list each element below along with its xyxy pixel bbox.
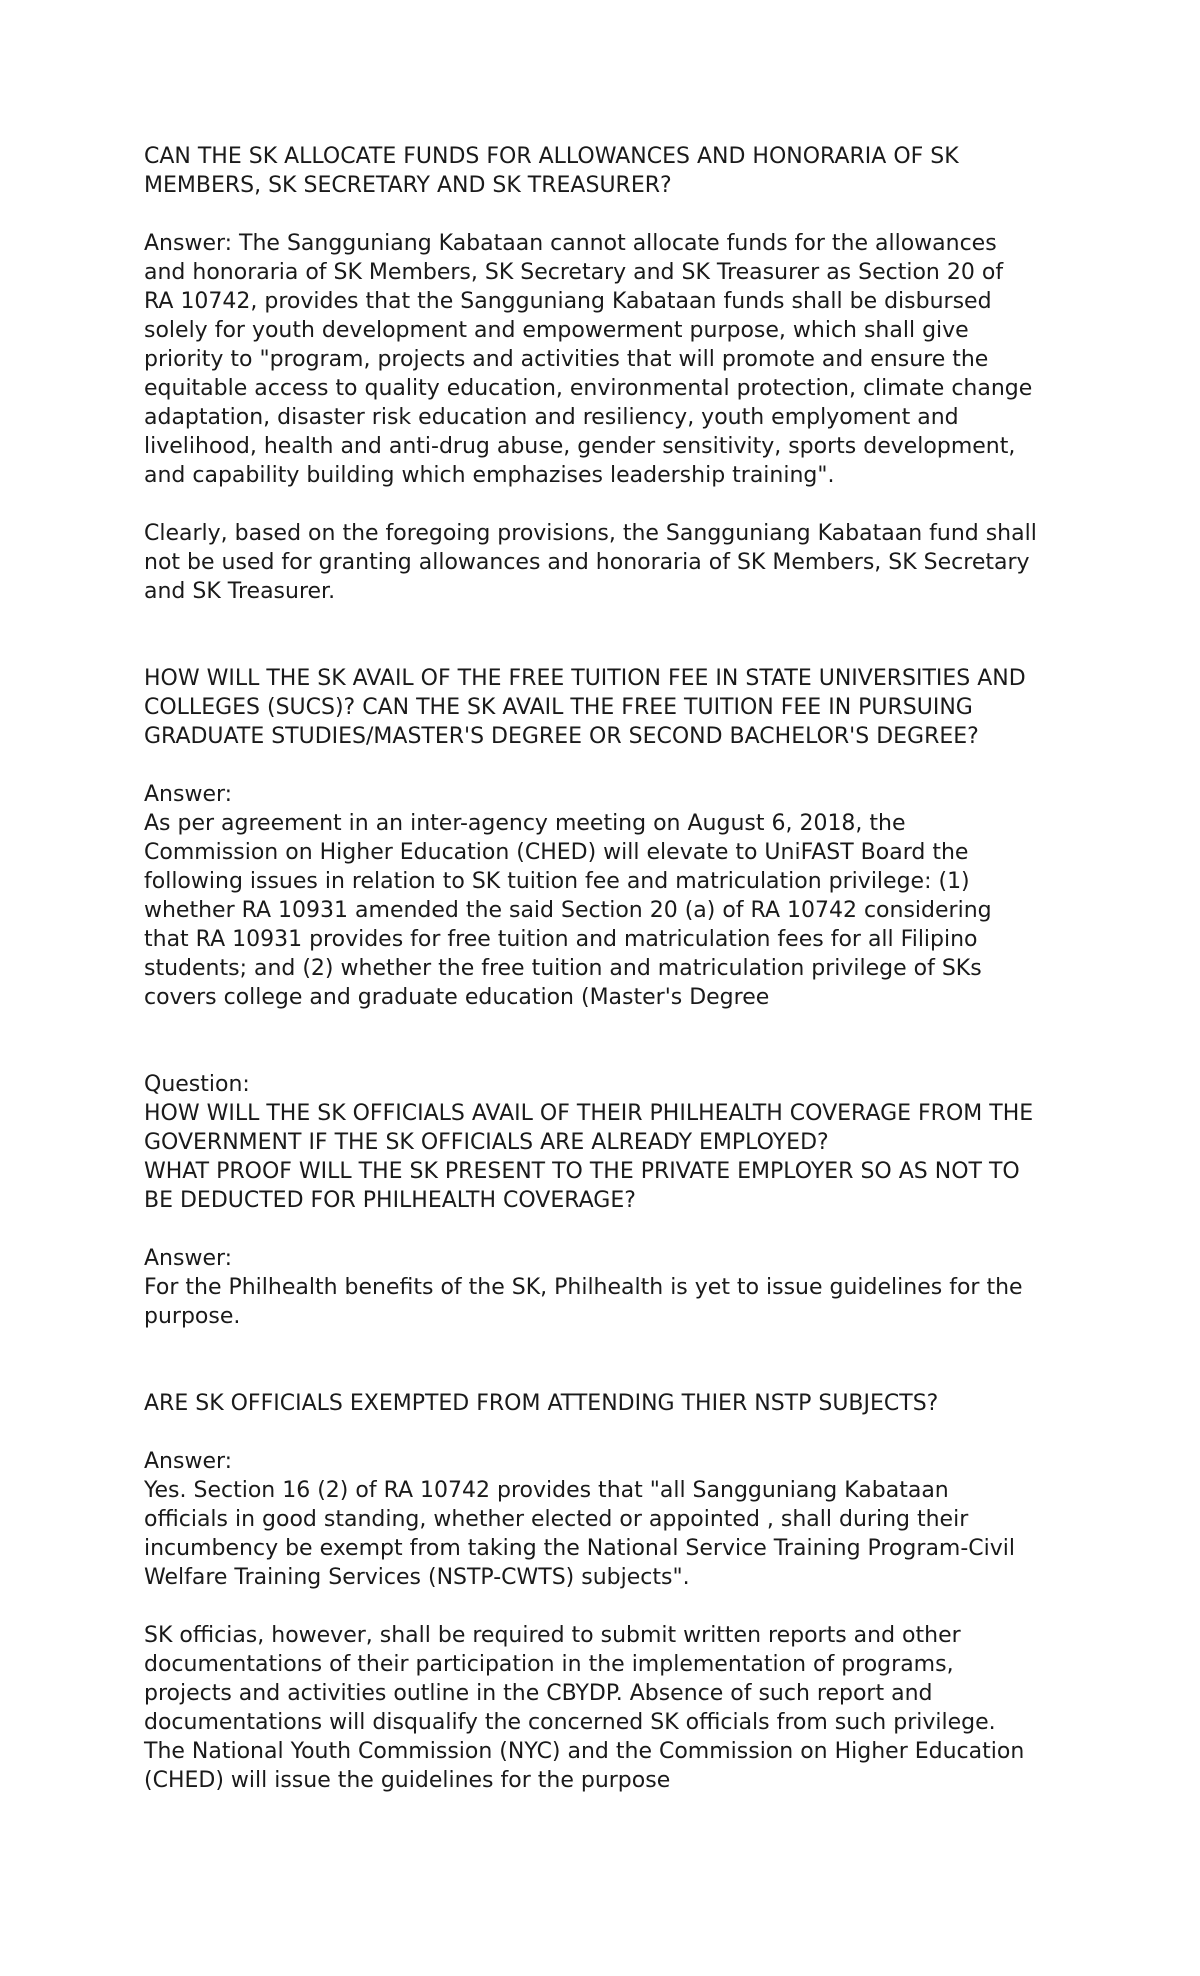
question-heading [144,1389,1084,1418]
text-line: ARE SK OFFICIALS EXEMPTED FROM ATTENDING THIER NSTP SUBJECTS? [144,1391,939,1416]
text-line: and honoraria of SK Members, SK Secretary and SK Treasurer as Section 20 of [144,260,1004,285]
text-line: (CHED) will issue the guidelines for the purpose [144,1768,671,1793]
text-line: Question: [144,1072,250,1097]
text-line: incumbency be exempt from taking the National Service Training Program-Civil [144,1536,1016,1561]
answer-paragraph [144,229,1084,490]
text-line: GRADUATE STUDIES/MASTER'S DEGREE OR SECOND BACHELOR'S DEGREE? [144,724,979,749]
text-line: HOW WILL THE SK OFFICIALS AVAIL OF THEIR PHILHEALTH COVERAGE FROM THE [144,1101,1034,1126]
text-line: Answer: [144,782,233,807]
text-line: RA 10742, provides that the Sangguniang Kabataan funds shall be disbursed [144,289,992,314]
text-line: and capability building which emphazises leadership training". [144,463,835,488]
text-line: documentations will disqualify the concerned SK officials from such privilege. [144,1710,996,1735]
text-line: officials in good standing, whether elected or appointed , shall during their [144,1507,969,1532]
answer-paragraph [144,1621,1084,1795]
text-line: following issues in relation to SK tuition fee and matriculation privilege: (1) [144,869,970,894]
text-line: solely for youth development and empowerment purpose, which shall give [144,318,969,343]
text-line: students; and (2) whether the free tuition and matriculation privilege of SKs [144,956,982,981]
question-heading [144,664,1084,751]
text-line: equitable access to quality education, environmental protection, climate change [144,376,1033,401]
text-line: Commission on Higher Education (CHED) will elevate to UniFAST Board the [144,840,969,865]
text-line: Yes. Section 16 (2) of RA 10742 provides that "all Sangguniang Kabataan [144,1478,949,1503]
text-line: adaptation, disaster risk education and resiliency, youth emplyoment and [144,405,959,430]
qa-section-allowances [144,142,1084,606]
answer-paragraph [144,780,1084,1012]
text-line: Clearly, based on the foregoing provisions, the Sangguniang Kabataan fund shall [144,521,1037,546]
text-line: covers college and graduate education (Master's Degree [144,985,770,1010]
text-line: projects and activities outline in the CBYDP. Absence of such report and [144,1681,933,1706]
text-line: not be used for granting allowances and honoraria of SK Members, SK Secretary [144,550,1030,575]
text-line: For the Philhealth benefits of the SK, Philhealth is yet to issue guidelines for the [144,1275,1023,1300]
text-line: that RA 10931 provides for free tuition and matriculation fees for all Filipino [144,927,978,952]
text-line: MEMBERS, SK SECRETARY AND SK TREASURER? [144,173,672,198]
answer-paragraph [144,1447,1084,1592]
text-line: WHAT PROOF WILL THE SK PRESENT TO THE PRIVATE EMPLOYER SO AS NOT TO [144,1159,1020,1184]
text-line: purpose. [144,1304,241,1329]
text-line: Answer: [144,1449,233,1474]
text-line: priority to "program, projects and activities that will promote and ensure the [144,347,989,372]
text-line: Answer: The Sangguniang Kabataan cannot allocate funds for the allowances [144,231,997,256]
text-line: SK officias, however, shall be required to submit written reports and other [144,1623,961,1648]
text-line: BE DEDUCTED FOR PHILHEALTH COVERAGE? [144,1188,636,1213]
text-line: livelihood, health and anti-drug abuse, gender sensitivity, sports development, [144,434,1016,459]
text-line: GOVERNMENT IF THE SK OFFICIALS ARE ALREADY EMPLOYED? [144,1130,829,1155]
qa-section-free-tuition [144,664,1084,1012]
text-line: documentations of their participation in the implementation of programs, [144,1652,954,1677]
text-line: Answer: [144,1246,233,1271]
text-line: and SK Treasurer. [144,579,336,604]
qa-section-philhealth [144,1070,1084,1331]
text-line: The National Youth Commission (NYC) and the Commission on Higher Education [144,1739,1025,1764]
text-line: CAN THE SK ALLOCATE FUNDS FOR ALLOWANCES AND HONORARIA OF SK [144,144,959,169]
answer-paragraph [144,1244,1084,1331]
qa-section-nstp [144,1389,1084,1795]
document-page [144,142,1084,1795]
text-line: COLLEGES (SUCS)? CAN THE SK AVAIL THE FREE TUITION FEE IN PURSUING [144,695,973,720]
text-line: HOW WILL THE SK AVAIL OF THE FREE TUITION FEE IN STATE UNIVERSITIES AND [144,666,1026,691]
text-line: As per agreement in an inter-agency meeting on August 6, 2018, the [144,811,906,836]
text-line: whether RA 10931 amended the said Section 20 (a) of RA 10742 considering [144,898,992,923]
question-heading [144,1070,1084,1215]
question-heading [144,142,1084,200]
answer-paragraph [144,519,1084,606]
text-line: Welfare Training Services (NSTP-CWTS) subjects". [144,1565,690,1590]
